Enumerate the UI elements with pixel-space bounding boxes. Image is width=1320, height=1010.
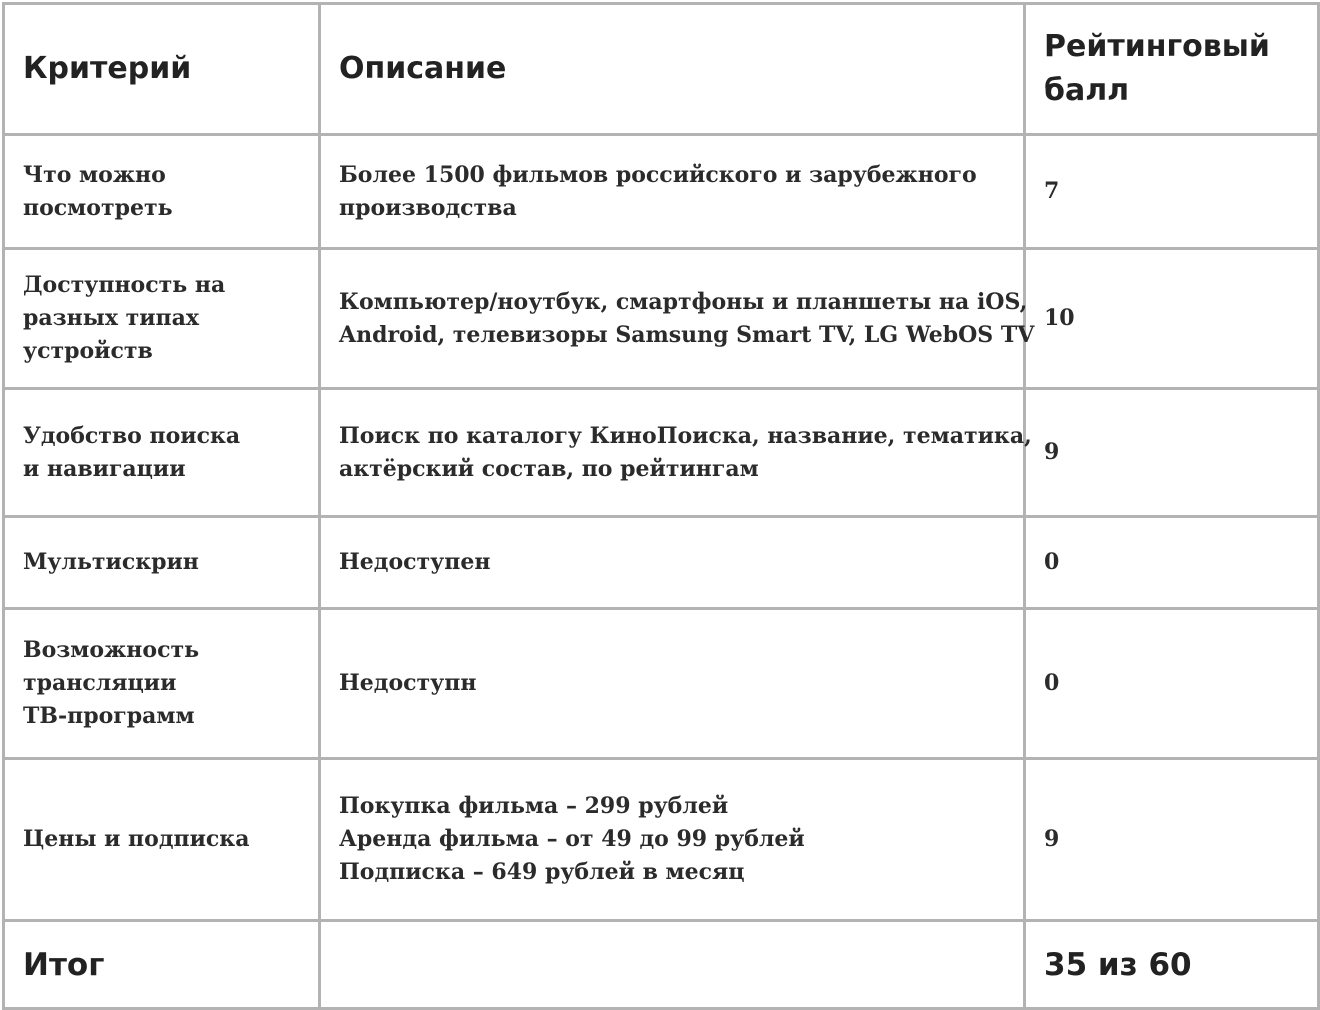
table-row [4,389,1319,517]
header-score: Рейтинговый балл [1025,4,1319,135]
score-cell: 10 [1025,249,1319,389]
description-cell [320,609,1025,759]
description-line: Android, телевизоры Samsung Smart TV, LG WebOS TV [339,321,1035,348]
criterion-text: Что можно посмотреть [23,161,173,221]
table-header-row [4,4,1319,135]
table-row [4,609,1319,759]
rating-table [2,2,1320,1010]
criterion-cell [4,135,320,249]
description-line: Недоступн [339,670,477,696]
description-cell [320,135,1025,249]
description-line: актёрский состав, по рейтингам [339,455,759,482]
score-cell: 7 [1025,135,1319,249]
header-description: Описание [320,4,1025,135]
description-line: Покупка фильма – 299 рублей [339,793,729,819]
criterion-text: Цены и подписка [23,826,250,852]
description-line: Более 1500 фильмов российского и зарубежного [339,161,977,188]
description-line: Поиск по каталогу КиноПоиска, название, тематика, [339,422,1032,449]
score-cell: 0 [1025,517,1319,609]
total-score: 35 из 60 [1025,921,1319,1009]
criterion-text: Доступность на разных типах устройств [23,272,226,364]
score-cell: 9 [1025,759,1319,921]
total-description [320,921,1025,1009]
description-line: Подписка – 649 рублей в месяц [339,859,745,885]
description-cell [320,249,1035,389]
header-criterion: Критерий [4,4,320,135]
description-cell [320,389,1032,517]
criterion-cell [4,517,320,609]
total-row [4,921,1319,1009]
score-cell: 9 [1025,389,1319,517]
criterion-text: Удобство поиска и навигации [23,422,241,482]
table-row [4,135,1319,249]
total-label: Итог [4,921,320,1009]
description-line: производства [339,194,517,221]
criterion-text: Возможность трансляции ТВ-программ [23,637,200,729]
description-line: Компьютер/ноутбук, смартфоны и планшеты на iOS, [339,288,1028,315]
table-row [4,517,1319,609]
description-cell [320,517,1025,609]
criterion-cell [4,609,320,759]
criterion-cell [4,389,320,517]
table-row [4,759,1319,921]
criterion-cell [4,759,320,921]
table-row [4,249,1319,389]
description-line: Недоступен [339,549,491,575]
description-cell [320,759,1025,921]
score-cell: 0 [1025,609,1319,759]
description-line: Аренда фильма – от 49 до 99 рублей [339,826,805,852]
criterion-cell [4,249,320,389]
criterion-text: Мультискрин [23,549,199,575]
